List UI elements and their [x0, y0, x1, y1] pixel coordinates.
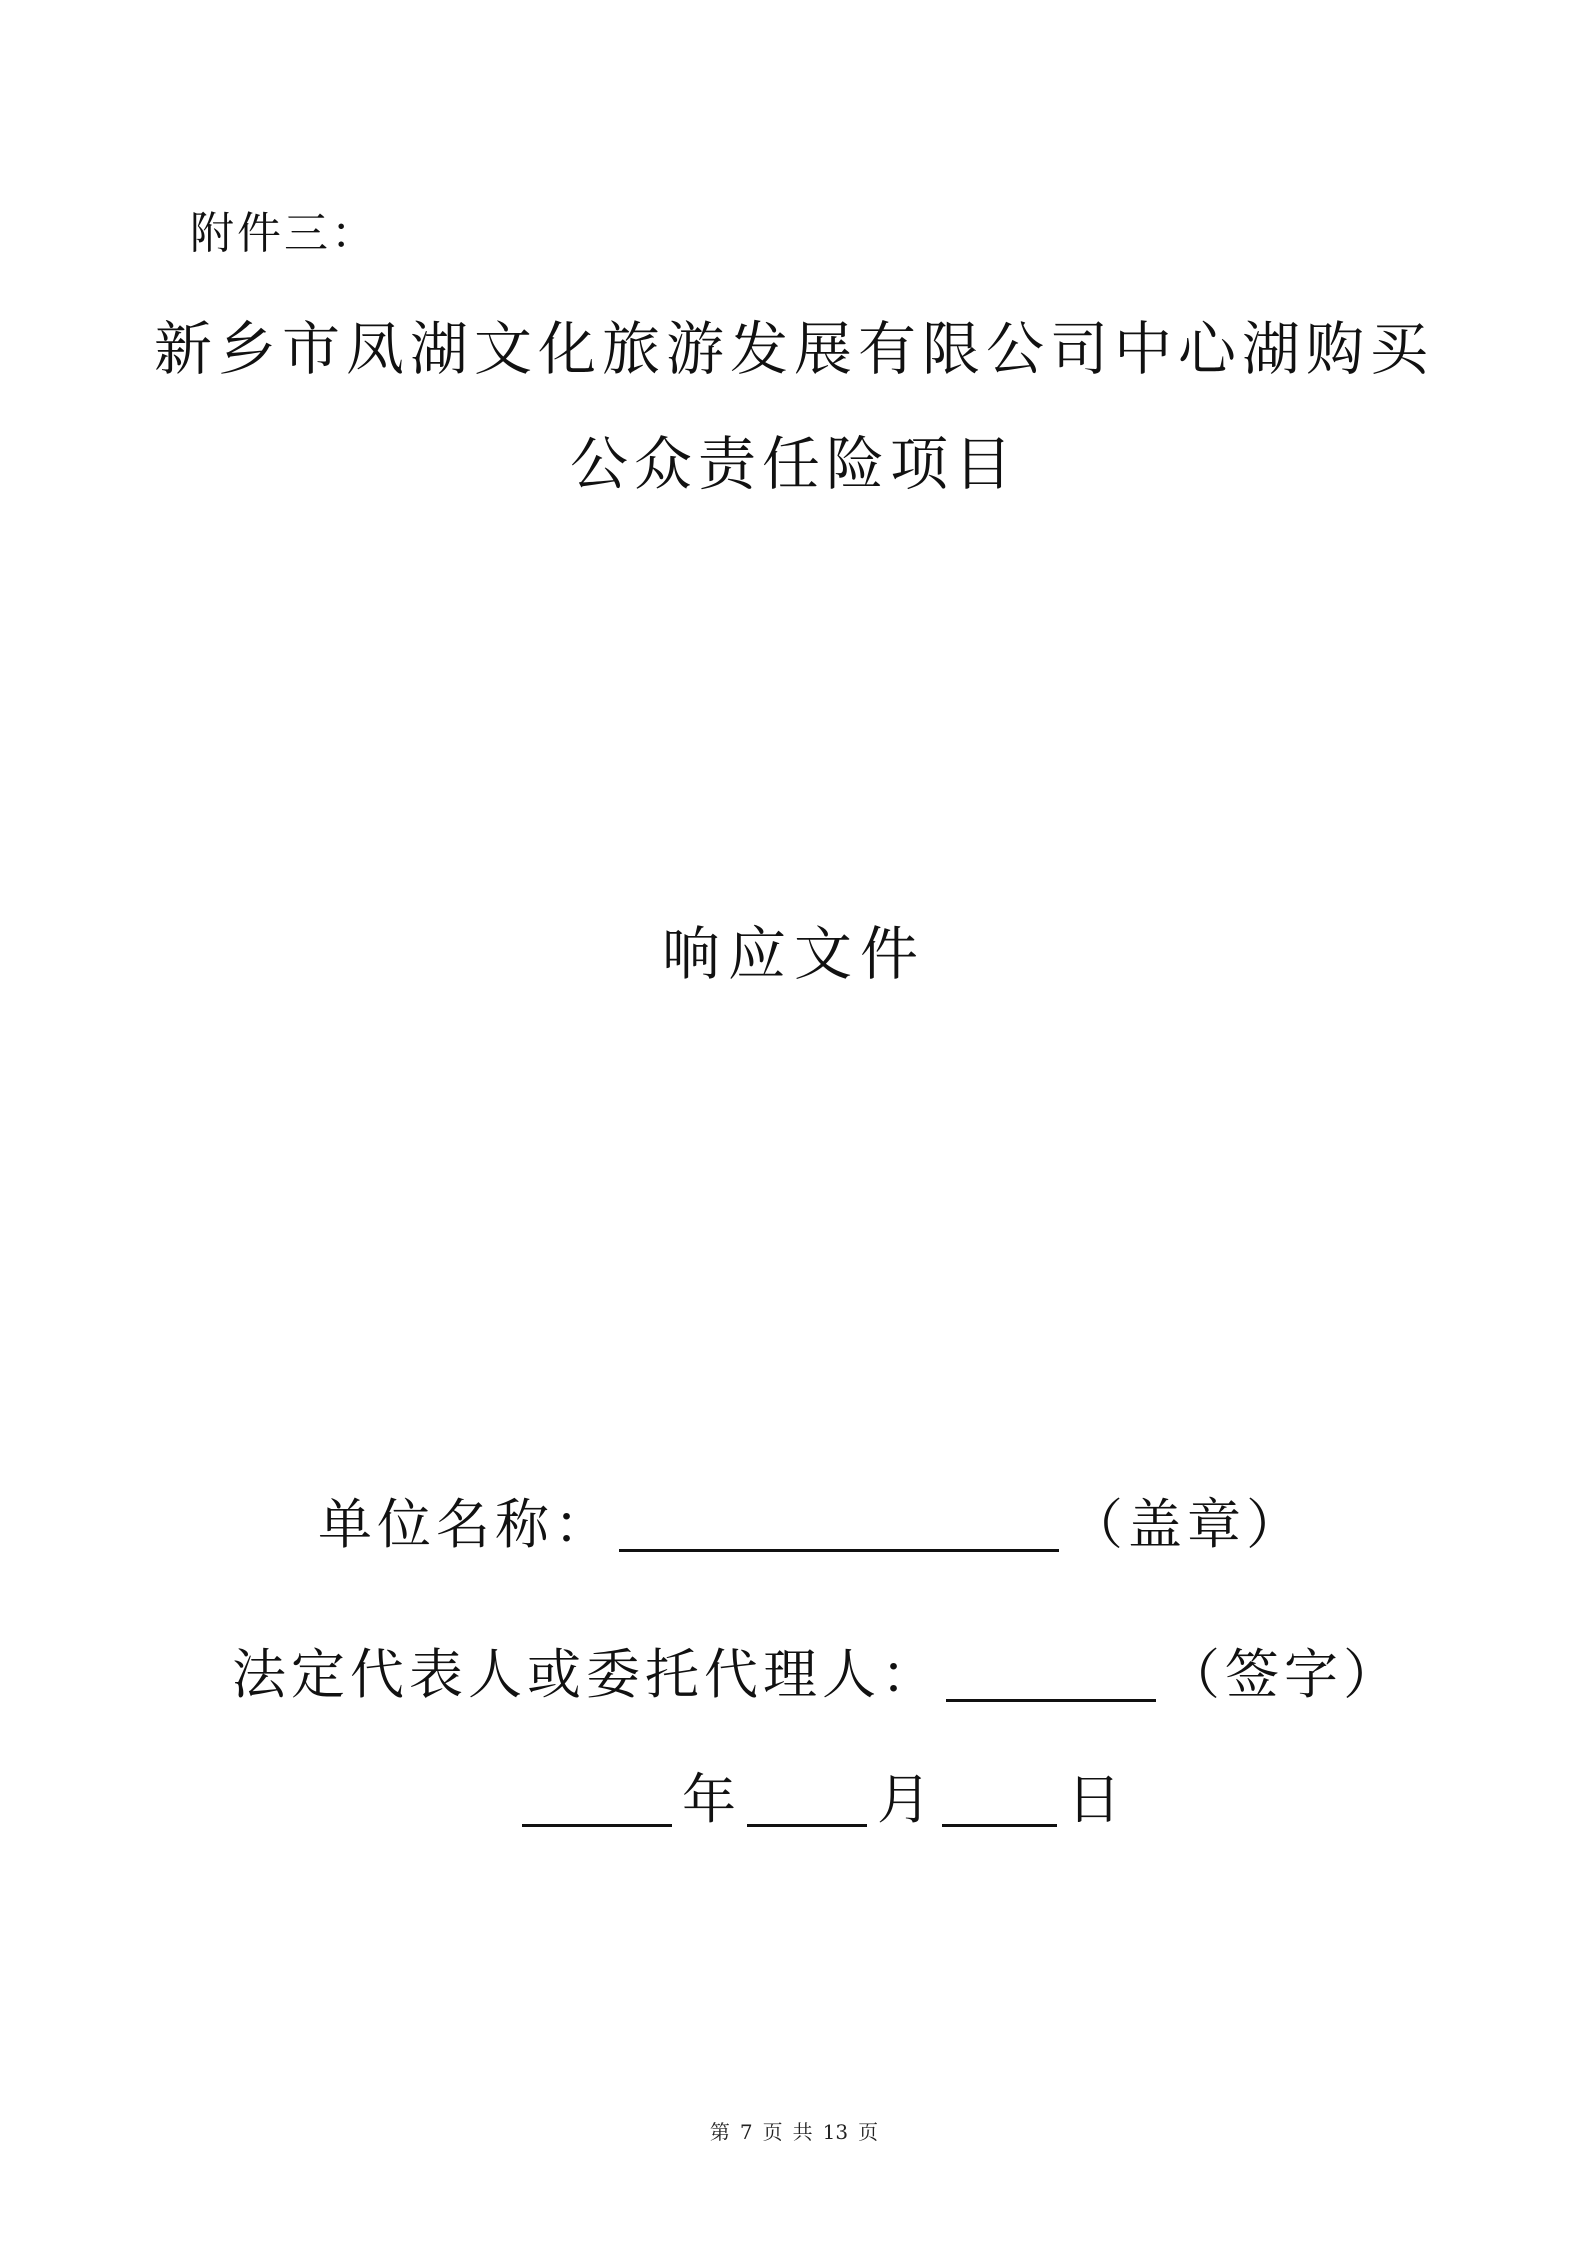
document-title-line-2: 公众责任险项目: [569, 430, 1018, 498]
attachment-label: 附件三：: [190, 208, 378, 259]
signature-note: （签字）: [1166, 1643, 1402, 1706]
month-label: 月: [877, 1768, 936, 1831]
day-label: 日: [1067, 1768, 1126, 1831]
representative-label: 法定代表人或委托代理人：: [232, 1643, 940, 1706]
page-footer: [0, 2122, 1588, 2142]
unit-name-label: 单位名称：: [318, 1493, 613, 1556]
footer-total-word: 共: [792, 2120, 813, 2144]
month-blank: [747, 1774, 867, 1827]
year-label: 年: [682, 1768, 741, 1831]
footer-page-word: 页: [762, 2120, 783, 2144]
footer-current-page: 7: [739, 2120, 753, 2144]
footer-suffix: 页: [858, 2120, 879, 2144]
date-row: [522, 1768, 1126, 1831]
document-type-heading: 响应文件: [661, 920, 926, 988]
unit-name-blank: [619, 1499, 1059, 1552]
footer-total-pages: 13: [822, 2120, 849, 2144]
seal-note: （盖章）: [1069, 1493, 1305, 1556]
representative-row: [232, 1643, 1402, 1706]
day-blank: [942, 1774, 1057, 1827]
year-blank: [522, 1774, 672, 1827]
representative-blank: [946, 1649, 1156, 1702]
footer-prefix: 第: [709, 2120, 730, 2144]
document-title-line-1: 新乡市凤湖文化旅游发展有限公司中心湖购买: [153, 315, 1434, 383]
unit-name-row: [318, 1493, 1305, 1556]
